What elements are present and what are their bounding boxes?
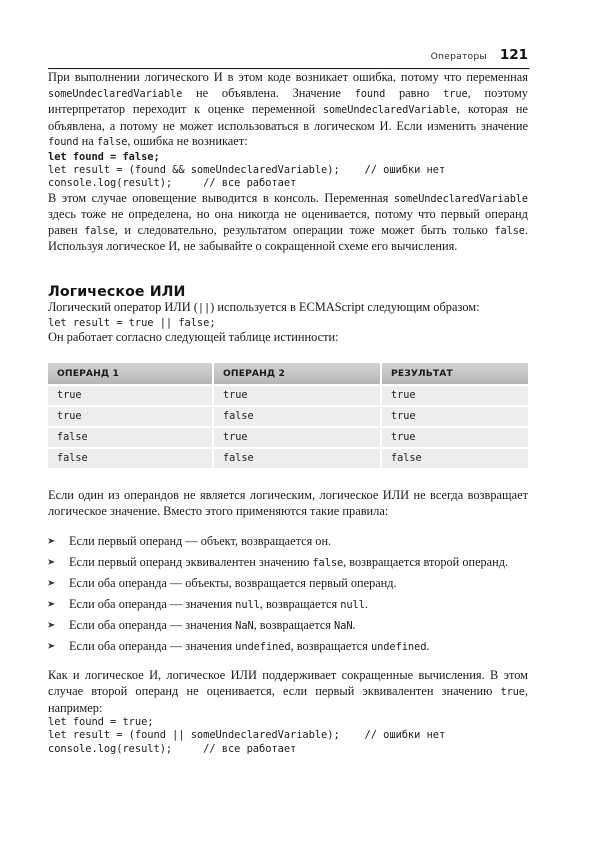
inline-code: someUndeclaredVariable	[393, 192, 528, 205]
text-run: , которая не объявлена, а потому не может использоваться в логическом И. Если изменить значение	[48, 102, 528, 133]
table-cell: true	[214, 428, 380, 447]
table-cell: true	[382, 386, 528, 405]
code-line: let found = true;	[48, 716, 154, 729]
arrow-right-bullet-icon	[48, 575, 69, 587]
rules-list	[48, 533, 528, 656]
inline-code: found	[354, 87, 386, 100]
inline-code: false	[96, 136, 128, 149]
table-header-cell: ОПЕРАНД 2	[214, 363, 380, 384]
list-item-text	[69, 597, 528, 613]
table-cell: false	[214, 449, 380, 468]
arrow-right-bullet-icon	[48, 554, 69, 566]
arrow-right-bullet-icon	[48, 617, 69, 629]
arrow-right-bullet-icon	[48, 596, 69, 608]
code-line: let found = false;	[48, 150, 160, 163]
text-run: ) используется в ECMAScript следующим образом:	[210, 299, 480, 314]
paragraph-after-code-1	[48, 191, 528, 255]
text-run: Если оба операнда — значения	[69, 639, 236, 654]
code-block-and-operator	[48, 151, 528, 191]
list-item-text	[69, 534, 528, 550]
table-row	[48, 407, 528, 426]
text-run: .	[364, 597, 368, 612]
code-line: console.log(result); // все работает	[48, 177, 297, 190]
text-run: , и следовательно, результатом операции тоже может быть только	[114, 222, 495, 237]
list-item-text	[69, 639, 528, 655]
table-header-cell: РЕЗУЛЬТАТ	[382, 363, 528, 384]
table-cell: true	[382, 428, 528, 447]
inline-code: false	[494, 224, 525, 237]
text-run: Как и логическое И, логическое ИЛИ поддерживает сокращенные вычисления. В этом случае второй операнд не оценивается, если первый эквивалентен значению	[48, 668, 528, 699]
text-run: Если оба операнда — объекты, возвращается первый операнд.	[69, 575, 397, 590]
inline-code: ||	[197, 301, 211, 314]
text-run: Если оба операнда — значения	[69, 597, 236, 612]
section-heading-logical-or: Логическое ИЛИ	[48, 283, 186, 300]
arrow-right-bullet-icon	[48, 533, 69, 545]
inline-code: undefined	[370, 641, 427, 654]
inline-code: someUndeclaredVariable	[322, 104, 458, 117]
list-item	[48, 575, 528, 592]
paragraph-or-intro	[48, 300, 528, 317]
text-run: .	[352, 618, 356, 633]
table-row	[48, 449, 528, 468]
text-run: В этом случае оповещение выводится в консоль. Переменная	[48, 190, 394, 205]
table-cell: true	[48, 407, 212, 426]
inline-code: null	[340, 599, 365, 612]
text-run: , поэтому интерпретатор переходит к оценке переменной	[48, 85, 528, 117]
table-cell: true	[48, 386, 212, 405]
list-item-text	[69, 555, 528, 571]
paragraph-rules-intro: Если один из операндов не является логическим, логическое ИЛИ не всегда возвращает логическое значение. Вместо этого применяются такие правила:	[48, 488, 528, 518]
table-cell: false	[48, 428, 212, 447]
inline-code: true	[443, 87, 468, 100]
inline-code: true	[500, 686, 525, 699]
text-run: , возвращается	[253, 618, 335, 633]
table-row	[48, 386, 528, 405]
table-cell: true	[214, 386, 380, 405]
arrow-right-bullet-icon	[48, 638, 69, 650]
table-cell: false	[214, 407, 380, 426]
table-cell: true	[382, 407, 528, 426]
text-run: При выполнении логического И в этом коде возникает ошибка, потому что переменная	[48, 70, 528, 84]
paragraph-truth-intro: Он работает согласно следующей таблице истинности:	[48, 329, 339, 344]
text-run: Если оба операнда — значения	[69, 618, 236, 633]
text-run: здесь тоже не определена, но она никогда не оценивается, потому что первый операнд равен	[48, 207, 528, 237]
table-header-row	[48, 363, 528, 384]
code-line: let result = (found || someUndeclaredVariable); // ошибки нет	[48, 729, 446, 742]
table-cell: false	[382, 449, 528, 468]
inline-code: NaN	[235, 620, 254, 633]
code-line: let result = true || false;	[48, 316, 216, 329]
inline-code: found	[48, 136, 79, 149]
table-cell: false	[48, 449, 212, 468]
text-run: .	[426, 639, 430, 654]
inline-code: someUndeclaredVariable	[48, 87, 183, 100]
list-item	[48, 617, 528, 634]
text-run: на	[78, 134, 97, 149]
table-row	[48, 428, 528, 447]
text-run: равно	[385, 85, 444, 100]
text-run: Логический оператор ИЛИ (	[48, 299, 198, 314]
text-run: , ошибка не возникает:	[127, 134, 248, 149]
page-content	[48, 0, 528, 756]
running-head	[48, 0, 528, 68]
list-item	[48, 596, 528, 613]
text-run: , например:	[48, 684, 528, 715]
text-run: . Используя логическое И, не забывайте о сокращенной схеме его вычисления.	[48, 222, 528, 254]
list-item	[48, 554, 528, 571]
text-run: Если первый операнд эквивалентен значению	[69, 554, 313, 569]
paragraph-short-circuit	[48, 668, 528, 716]
list-item-text	[69, 576, 528, 592]
inline-code: false	[84, 224, 115, 237]
inline-code: false	[312, 556, 344, 569]
table-header-cell: ОПЕРАНД 1	[48, 363, 212, 384]
paragraph-intro	[48, 70, 528, 151]
inline-code: NaN	[334, 620, 353, 633]
truth-table	[48, 363, 528, 468]
code-line: console.log(result); // все работает	[48, 742, 297, 755]
text-run: , возвращается	[259, 597, 341, 612]
code-block-or-example	[48, 317, 528, 330]
inline-code: null	[235, 599, 260, 612]
list-item	[48, 638, 528, 655]
running-head-title: Операторы	[430, 51, 487, 62]
list-item	[48, 533, 528, 550]
text-run: Если первый операнд — объект, возвращается он.	[69, 533, 332, 548]
code-line: let result = (found && someUndeclaredVariable); // ошибки нет	[48, 164, 446, 177]
text-run: , возвращается	[290, 639, 371, 654]
page-number: 121	[499, 47, 528, 63]
list-item-text	[69, 618, 528, 634]
text-run: не объявлена. Значение	[182, 85, 355, 100]
text-run: , возвращается второй операнд.	[343, 554, 509, 569]
inline-code: undefined	[235, 641, 291, 654]
code-block-or-operator	[48, 716, 528, 756]
